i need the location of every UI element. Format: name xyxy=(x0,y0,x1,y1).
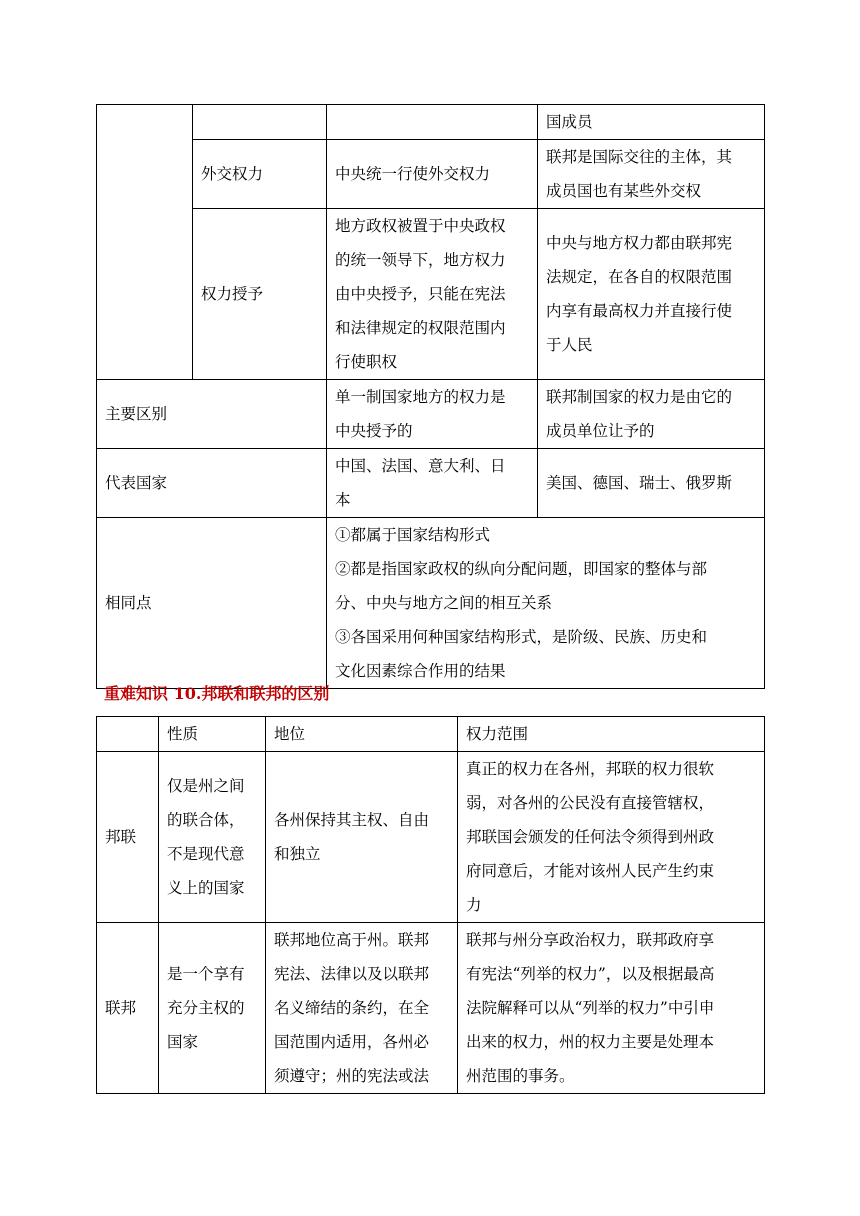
table-cell: 联邦与州分享政治权力，联邦政府享 有宪法“列举的权力”，以及根据最高 法院解释可以从“列举的权力”中引申 出来的权力，州的权力主要是处理本 州范围的事务。 xyxy=(458,923,765,1094)
column-header: 地位 xyxy=(266,717,458,752)
table-cell: 联邦是国际交往的主体，其 成员国也有某些外交权 xyxy=(538,140,765,209)
row-label-common: 相同点 xyxy=(97,518,327,689)
table-cell: 单一制国家地方的权力是 中央授予的 xyxy=(327,380,538,449)
unitary-federal-comparison-table xyxy=(96,104,765,689)
column-header: 性质 xyxy=(159,717,266,752)
table-cell xyxy=(193,105,327,140)
confederation-federation-table xyxy=(96,716,765,1094)
table-cell: 中国、法国、意大利、日 本 xyxy=(327,449,538,518)
table-cell: 联邦制国家的权力是由它的 成员单位让予的 xyxy=(538,380,765,449)
table-cell: 国成员 xyxy=(538,105,765,140)
table-row xyxy=(97,923,765,1094)
table-row xyxy=(97,449,765,518)
table-cell xyxy=(327,105,538,140)
table-row xyxy=(97,752,765,923)
table-row xyxy=(97,380,765,449)
table-row xyxy=(97,518,765,689)
table-cell: 中央统一行使外交权力 xyxy=(327,140,538,209)
table-cell: 真正的权力在各州，邦联的权力很软 弱，对各州的公民没有直接管辖权， 邦联国会颁发的任何法令须得到州政 府同意后，才能对该州人民产生约束 力 xyxy=(458,752,765,923)
table-row xyxy=(97,105,765,140)
row-label-main-diff: 主要区别 xyxy=(97,380,327,449)
section-heading: 重难知识 10.邦联和联邦的区别 xyxy=(104,684,330,703)
table-header-row xyxy=(97,717,765,752)
table-cell: 中央与地方权力都由联邦宪 法规定，在各自的权限范围 内享有最高权力并直接行使 于人民 xyxy=(538,209,765,380)
row-label-diplomacy: 外交权力 xyxy=(193,140,327,209)
table-cell: 地方政权被置于中央政权 的统一领导下，地方权力 由中央授予，只能在宪法 和法律规定的权限范围内 行使职权 xyxy=(327,209,538,380)
column-header xyxy=(97,717,159,752)
table-cell: 仅是州之间 的联合体， 不是现代意 义上的国家 xyxy=(159,752,266,923)
table-cell: 是一个享有 充分主权的 国家 xyxy=(159,923,266,1094)
column-header: 权力范围 xyxy=(458,717,765,752)
table-row xyxy=(97,140,765,209)
table-cell xyxy=(97,105,193,380)
table-cell: ①都属于国家结构形式 ②都是指国家政权的纵向分配问题，即国家的整体与部 分、中央与地方之间的相互关系 ③各国采用何种国家结构形式，是阶级、民族、历史和 文化因素综合作用的结果 xyxy=(327,518,765,689)
row-label-countries: 代表国家 xyxy=(97,449,327,518)
row-label-federation: 联邦 xyxy=(97,923,159,1094)
row-label-grant: 权力授予 xyxy=(193,209,327,380)
table-cell: 美国、德国、瑞士、俄罗斯 xyxy=(538,449,765,518)
table-cell: 各州保持其主权、自由 和独立 xyxy=(266,752,458,923)
row-label-confederation: 邦联 xyxy=(97,752,159,923)
table-cell: 联邦地位高于州。联邦 宪法、法律以及以联邦 名义缔结的条约，在全 国范围内适用，各州必 须遵守；州的宪法或法 xyxy=(266,923,458,1094)
table-row xyxy=(97,209,765,380)
